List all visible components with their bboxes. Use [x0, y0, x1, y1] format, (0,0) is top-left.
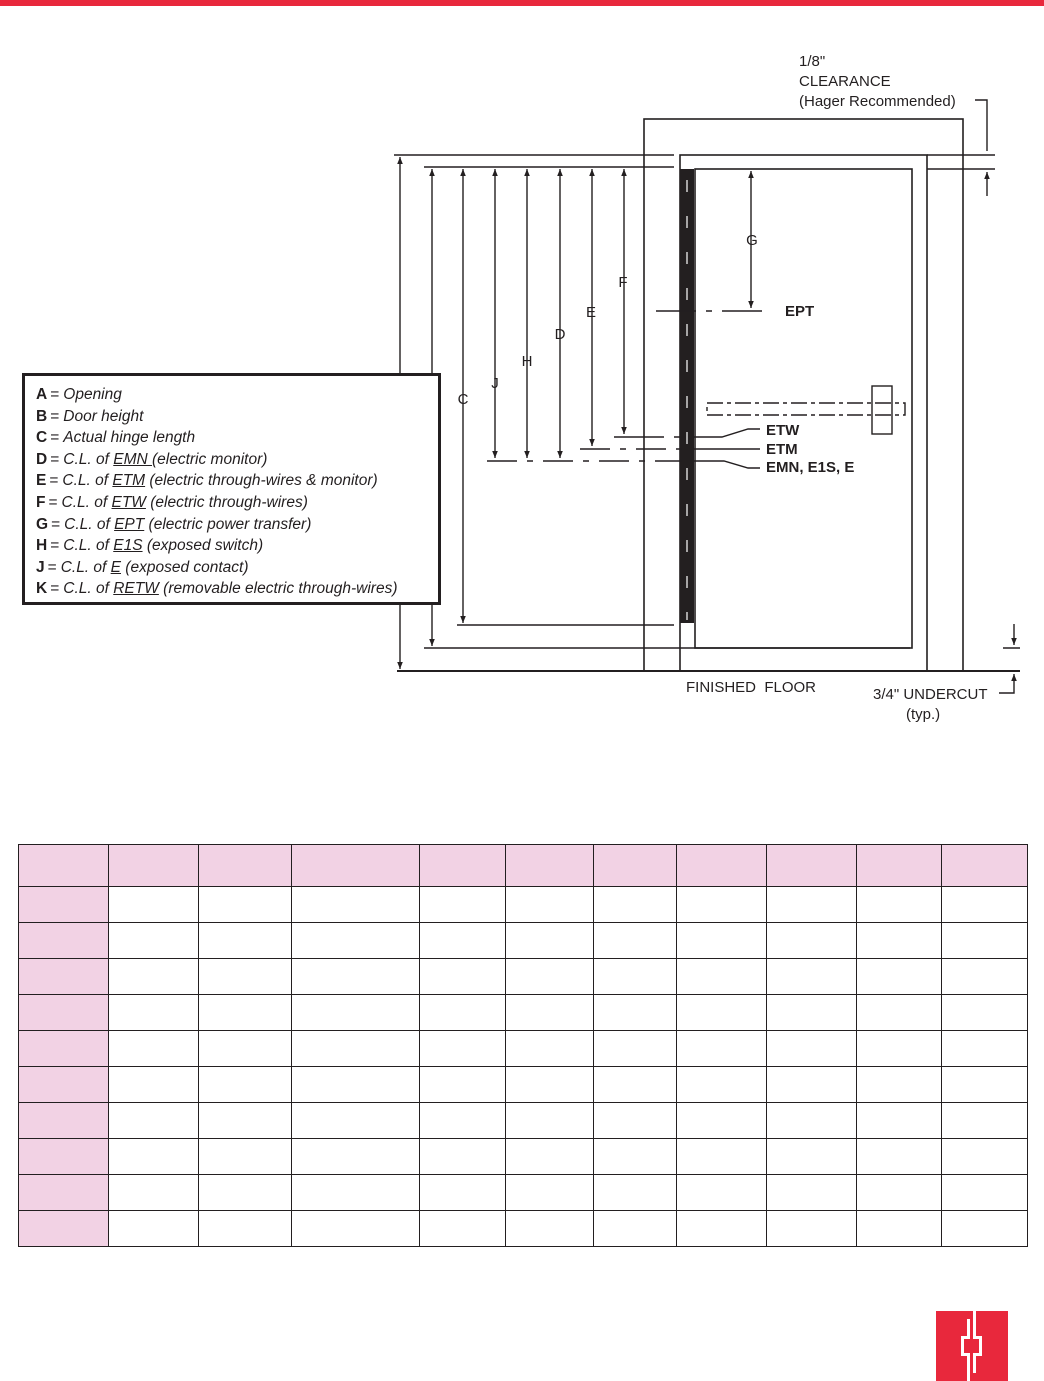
- table-cell: [857, 959, 942, 995]
- table-cell: [506, 923, 594, 959]
- table-header-cell: [857, 845, 942, 887]
- table-row: [19, 1211, 1028, 1247]
- table-cell: [942, 1211, 1028, 1247]
- table-cell: [109, 1103, 199, 1139]
- legend-description: Door height: [63, 407, 144, 425]
- dimension-label-f: F: [618, 274, 628, 291]
- clearance-note-line3: (Hager Recommended): [799, 93, 956, 110]
- table-cell: [594, 1211, 677, 1247]
- legend-key: G: [36, 515, 49, 533]
- table-cell: [292, 1211, 420, 1247]
- table-header-cell: [767, 845, 857, 887]
- table-cell: [199, 995, 292, 1031]
- table-cell: [677, 1211, 767, 1247]
- legend-row-g: G = C.L. of EPT (electric power transfer): [36, 515, 312, 533]
- table-cell: [942, 1103, 1028, 1139]
- callout-etw: ETW: [766, 422, 800, 439]
- legend-key: H: [36, 537, 48, 555]
- table-cell: [109, 887, 199, 923]
- table-row-header: [19, 923, 109, 959]
- table-cell: [942, 1175, 1028, 1211]
- table-cell: [942, 923, 1028, 959]
- legend-key: C: [36, 429, 48, 447]
- table-cell: [292, 1067, 420, 1103]
- table-cell: [420, 995, 506, 1031]
- table-cell: [942, 995, 1028, 1031]
- table-cell: [857, 1103, 942, 1139]
- legend-row-d: D = C.L. of EMN (electric monitor): [36, 450, 268, 468]
- table-cell: [942, 959, 1028, 995]
- table-cell: [199, 1175, 292, 1211]
- table-row-header: [19, 995, 109, 1031]
- table-row-header: [19, 1211, 109, 1247]
- table-cell: [292, 923, 420, 959]
- table-cell: [292, 887, 420, 923]
- table-cell: [594, 1175, 677, 1211]
- table-cell: [767, 1103, 857, 1139]
- table-cell: [199, 1103, 292, 1139]
- table-row-header: [19, 1103, 109, 1139]
- table-row: [19, 1175, 1028, 1211]
- table-cell: [677, 1103, 767, 1139]
- table-header-cell: [942, 845, 1028, 887]
- table-cell: [506, 1211, 594, 1247]
- table-header-cell: [677, 845, 767, 887]
- table-cell: [767, 923, 857, 959]
- callout-emn: EMN, E1S, E: [766, 459, 855, 476]
- callout-etm: ETM: [766, 441, 798, 458]
- legend-product-code: ETW: [111, 493, 146, 511]
- table-cell: [857, 995, 942, 1031]
- table-cell: [767, 1139, 857, 1175]
- door-frame-inner: [680, 155, 927, 671]
- dimension-label-e: E: [585, 304, 597, 321]
- table-cell: [109, 995, 199, 1031]
- legend-row-c: C = Actual hinge length: [36, 429, 196, 447]
- table-cell: [767, 959, 857, 995]
- undercut-note-line1: 3/4" UNDERCUT: [873, 686, 988, 703]
- clearance-note-line2: CLEARANCE: [799, 73, 891, 90]
- table-cell: [942, 1139, 1028, 1175]
- table-cell: [677, 1139, 767, 1175]
- door-handle-bar: [707, 403, 905, 415]
- legend-key: F: [36, 493, 46, 511]
- table-cell: [109, 1067, 199, 1103]
- table-row-header: [19, 887, 109, 923]
- table-cell: [109, 959, 199, 995]
- table-cell: [942, 1031, 1028, 1067]
- table-row-header: [19, 1175, 109, 1211]
- table-cell: [199, 1139, 292, 1175]
- legend-key: J: [36, 558, 45, 576]
- legend-row-j: J = C.L. of E (exposed contact): [36, 558, 249, 576]
- callout-ept: EPT: [785, 303, 815, 320]
- table-row: [19, 887, 1028, 923]
- table-row: [19, 1139, 1028, 1175]
- table-cell: [506, 1031, 594, 1067]
- table-cell: [594, 923, 677, 959]
- table-cell: [199, 1067, 292, 1103]
- table-cell: [292, 1139, 420, 1175]
- table-header-row: [19, 845, 1028, 887]
- legend-description: Opening: [63, 386, 122, 403]
- legend-row-h: H = C.L. of E1S (exposed switch): [36, 537, 264, 555]
- legend-product-code: E: [110, 558, 121, 576]
- table-cell: [109, 1139, 199, 1175]
- table-cell: [199, 923, 292, 959]
- legend-key: D: [36, 450, 48, 468]
- table-header-cell: [19, 845, 109, 887]
- table-cell: [677, 923, 767, 959]
- undercut-note-line2: (typ.): [906, 706, 941, 723]
- table-cell: [594, 995, 677, 1031]
- table-cell: [292, 1031, 420, 1067]
- table-cell: [506, 959, 594, 995]
- table-cell: [594, 1031, 677, 1067]
- table-row: [19, 1031, 1028, 1067]
- table-cell: [857, 1031, 942, 1067]
- dimension-label-h: H: [521, 353, 533, 370]
- table-cell: [677, 995, 767, 1031]
- table-cell: [594, 1103, 677, 1139]
- table-cell: [857, 1175, 942, 1211]
- table-cell: [594, 959, 677, 995]
- table-cell: [420, 1139, 506, 1175]
- table-cell: [420, 1175, 506, 1211]
- table-cell: [857, 887, 942, 923]
- table-cell: [292, 995, 420, 1031]
- table-cell: [767, 995, 857, 1031]
- table-header-cell: [420, 845, 506, 887]
- table-cell: [420, 1211, 506, 1247]
- finished-floor-label: FINISHED FLOOR: [686, 679, 817, 696]
- legend-product-code: E1S: [113, 537, 143, 555]
- legend-row-e: E = C.L. of ETM (electric through-wires & monitor): [36, 472, 378, 490]
- legend-product-code: EMN: [113, 450, 152, 468]
- table-cell: [857, 1067, 942, 1103]
- table-row-header: [19, 959, 109, 995]
- legend-key: K: [36, 580, 48, 598]
- table-cell: [506, 1175, 594, 1211]
- table-row: [19, 995, 1028, 1031]
- table-header-cell: [292, 845, 420, 887]
- table-cell: [199, 1031, 292, 1067]
- table-cell: [767, 1211, 857, 1247]
- table-cell: [420, 1103, 506, 1139]
- legend-key: A: [36, 386, 48, 403]
- table-row: [19, 923, 1028, 959]
- table-cell: [594, 1067, 677, 1103]
- table-row: [19, 1067, 1028, 1103]
- door-panel: [695, 169, 912, 648]
- table-cell: [420, 959, 506, 995]
- table-cell: [767, 1031, 857, 1067]
- table-cell: [677, 1067, 767, 1103]
- legend-row-f: F = C.L. of ETW (electric through-wires): [36, 493, 308, 511]
- table-cell: [292, 959, 420, 995]
- table-row: [19, 959, 1028, 995]
- dimension-label-c: C: [457, 391, 469, 408]
- legend-row-a: A = Opening: [36, 386, 122, 403]
- dimension-label-d: D: [554, 326, 566, 343]
- table-header-cell: [109, 845, 199, 887]
- legend-product-code: ETM: [112, 472, 146, 490]
- table-cell: [506, 1103, 594, 1139]
- table-row-header: [19, 1139, 109, 1175]
- table-cell: [109, 1211, 199, 1247]
- door-handle-plate: [872, 386, 892, 434]
- table-cell: [677, 1175, 767, 1211]
- table-cell: [506, 887, 594, 923]
- table-cell: [857, 923, 942, 959]
- table-cell: [109, 923, 199, 959]
- table-cell: [506, 1139, 594, 1175]
- table-cell: [677, 1031, 767, 1067]
- table-cell: [420, 923, 506, 959]
- hinge-location-table: [18, 844, 1028, 1247]
- table-cell: [594, 1139, 677, 1175]
- table-cell: [506, 995, 594, 1031]
- table-cell: [857, 1139, 942, 1175]
- table-cell: [420, 887, 506, 923]
- table-cell: [594, 887, 677, 923]
- legend-product-code: EPT: [114, 515, 145, 533]
- table-cell: [677, 959, 767, 995]
- dimension-label-j: J: [491, 375, 499, 392]
- table-cell: [199, 1211, 292, 1247]
- dimension-label-g: G: [746, 232, 758, 249]
- table-row: [19, 1103, 1028, 1139]
- clearance-note-line1: 1/8": [799, 53, 826, 70]
- table-cell: [420, 1067, 506, 1103]
- table-row-header: [19, 1067, 109, 1103]
- legend-product-code: RETW: [113, 580, 159, 598]
- table-cell: [199, 959, 292, 995]
- table-cell: [199, 887, 292, 923]
- table-header-cell: [594, 845, 677, 887]
- legend-description: Actual hinge length: [63, 429, 196, 447]
- dimension-legend: [22, 373, 441, 605]
- legend-key: B: [36, 407, 48, 425]
- table-cell: [292, 1103, 420, 1139]
- legend-key: E: [36, 472, 47, 490]
- table-header-cell: [199, 845, 292, 887]
- table-cell: [109, 1175, 199, 1211]
- table-cell: [942, 1067, 1028, 1103]
- table-cell: [767, 1067, 857, 1103]
- legend-row-k: K = C.L. of RETW (removable electric through-wires): [36, 580, 398, 598]
- hager-logo-icon: [936, 1311, 1008, 1381]
- table-header-cell: [506, 845, 594, 887]
- table-cell: [420, 1031, 506, 1067]
- table-cell: [767, 1175, 857, 1211]
- table-cell: [506, 1067, 594, 1103]
- table-cell: [292, 1175, 420, 1211]
- table-cell: [767, 887, 857, 923]
- legend-row-b: B = Door height: [36, 407, 144, 425]
- table-cell: [677, 887, 767, 923]
- table-cell: [857, 1211, 942, 1247]
- table-cell: [942, 887, 1028, 923]
- table-cell: [109, 1031, 199, 1067]
- table-row-header: [19, 1031, 109, 1067]
